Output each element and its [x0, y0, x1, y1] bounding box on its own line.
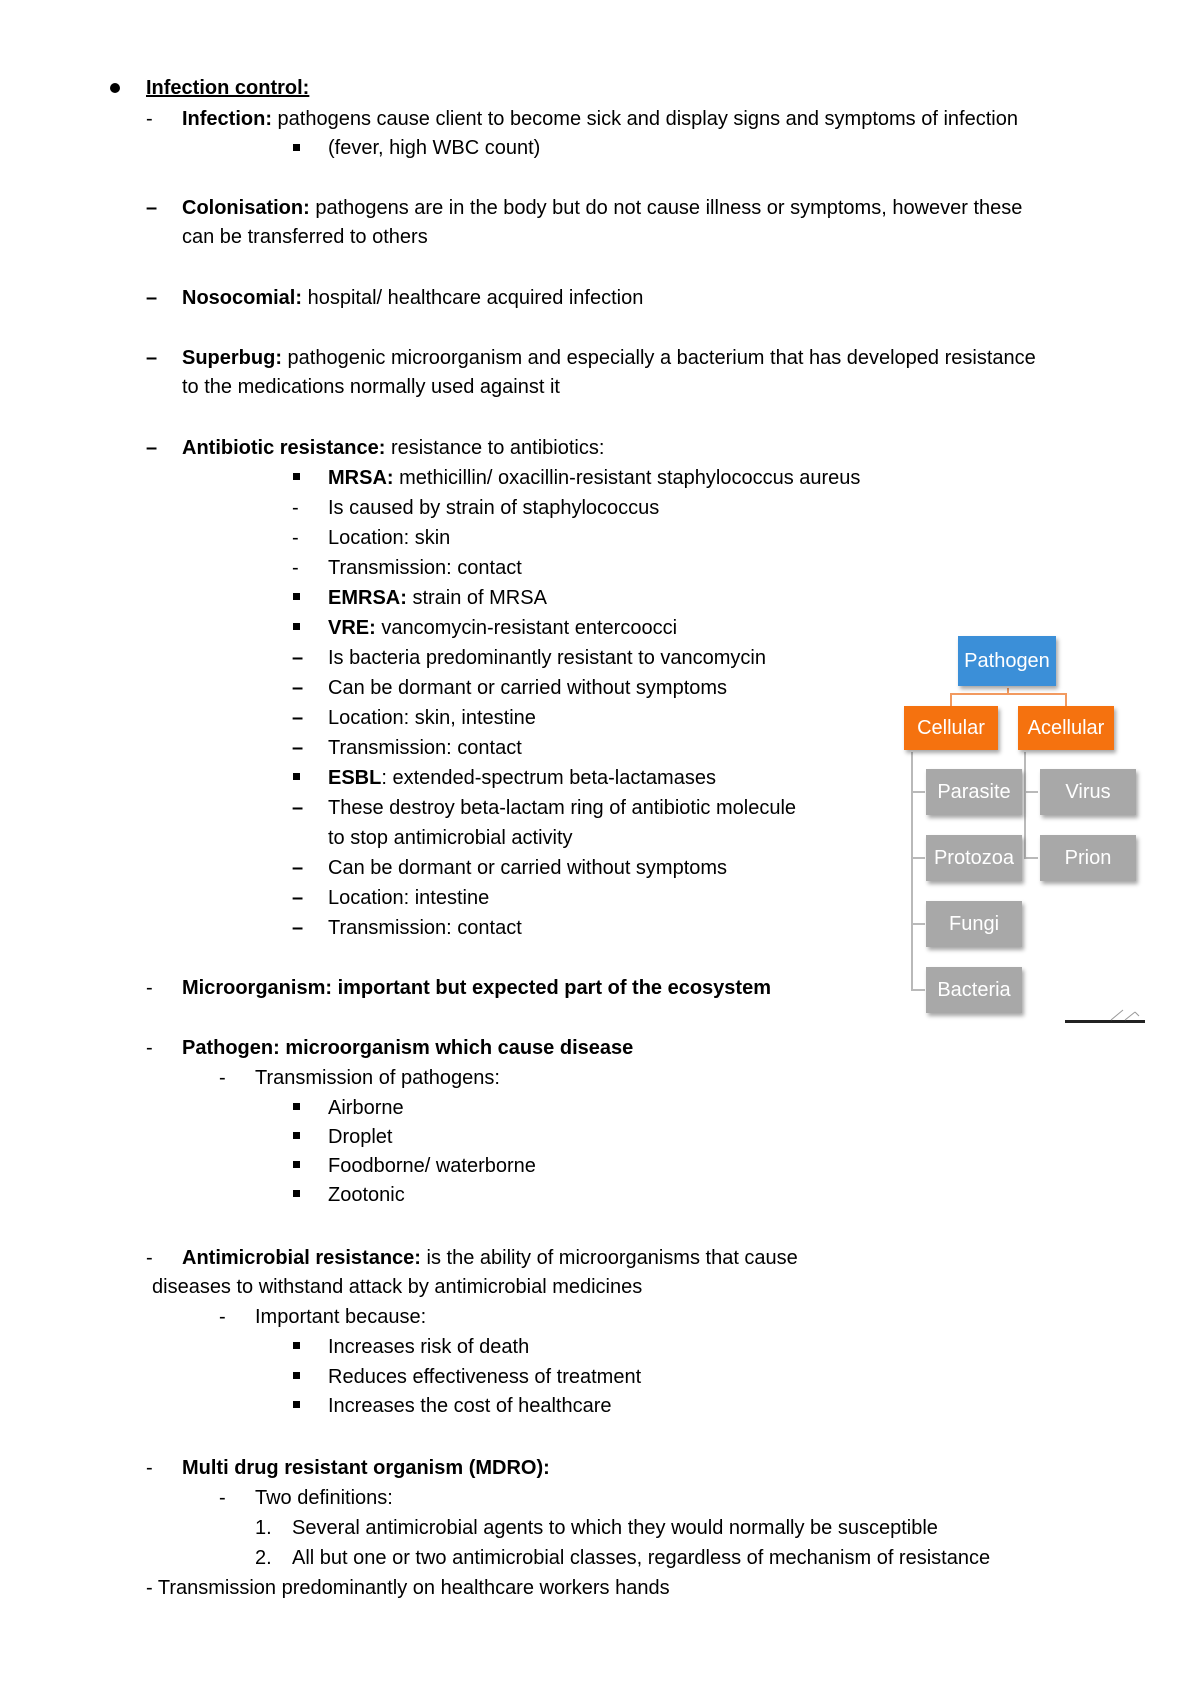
esbl-detail-cont: to stop antimicrobial activity	[328, 827, 573, 849]
esbl-line	[328, 764, 716, 792]
dash-marker: -	[292, 557, 299, 579]
mrsa-detail: Is caused by strain of staphylococcus	[328, 497, 660, 519]
pathogen-line: Pathogen: microorganism which cause disease	[182, 1037, 634, 1059]
diagram-node-parasite: Parasite	[926, 769, 1022, 815]
dash-marker: -	[219, 1487, 226, 1509]
square-bullet	[293, 1190, 300, 1197]
dash-marker: –	[292, 647, 304, 669]
dash-marker: –	[292, 707, 304, 729]
dash-marker: -	[146, 977, 153, 999]
square-bullet	[293, 1161, 300, 1168]
superbug-cont: to the medications normally used against it	[182, 376, 560, 398]
dash-marker: –	[292, 917, 304, 939]
vre-detail: Location: skin, intestine	[328, 707, 536, 729]
colonisation-line	[182, 194, 1022, 222]
esbl-detail: These destroy beta-lactam ring of antibiotic molecule	[328, 797, 797, 819]
dash-marker: –	[292, 887, 304, 909]
connector	[950, 693, 1067, 695]
mrsa-line	[328, 464, 860, 492]
square-bullet	[293, 773, 300, 780]
dash-marker: -	[219, 1067, 226, 1089]
term-colonisation: Colonisation:	[182, 197, 310, 219]
dash-marker: –	[292, 677, 304, 699]
esbl-detail: Can be dormant or carried without symptoms	[328, 857, 728, 879]
dash-marker: –	[146, 437, 158, 459]
def-esbl: : extended-spectrum beta-lactamases	[381, 767, 716, 789]
def-mrsa: methicillin/ oxacillin-resistant staphylococcus aureus	[393, 467, 861, 489]
section-heading: Infection control:	[146, 77, 310, 99]
dash-marker: -	[292, 527, 299, 549]
term-superbug: Superbug:	[182, 347, 282, 369]
vre-detail: Transmission: contact	[328, 737, 522, 759]
diagram-node-fungi: Fungi	[926, 901, 1022, 947]
term-vre: VRE:	[328, 617, 376, 639]
term-mrsa: MRSA:	[328, 467, 394, 489]
amr-item: Increases risk of death	[328, 1336, 530, 1358]
square-bullet	[293, 144, 300, 151]
connector	[950, 693, 952, 706]
def-emrsa: strain of MRSA	[406, 587, 547, 609]
amr-item: Increases the cost of healthcare	[328, 1395, 612, 1417]
def-colonisation: pathogens are in the body but do not cause illness or symptoms, however these	[309, 197, 1023, 219]
diagram-node-virus: Virus	[1040, 769, 1136, 815]
dash-marker: –	[146, 287, 158, 309]
diagram-node-bacteria: Bacteria	[926, 967, 1022, 1013]
microorganism-line: Microorganism: important but expected part of the ecosystem	[182, 977, 771, 999]
def-superbug: pathogenic microorganism and especially a bacterium that has developed resistance	[282, 347, 1036, 369]
term-nosocomial: Nosocomial:	[182, 287, 303, 309]
connector	[1065, 693, 1067, 706]
resize-handle-icon	[1105, 1004, 1141, 1018]
mdro-last: - Transmission predominantly on healthcare workers hands	[146, 1577, 670, 1599]
dash-marker: –	[292, 797, 304, 819]
def-antibiotic: resistance to antibiotics:	[385, 437, 605, 459]
vre-line	[328, 614, 677, 642]
diagram-node-acellular: Acellular	[1018, 706, 1114, 750]
heading-bullet	[110, 83, 120, 93]
mdro-def: Several antimicrobial agents to which they would normally be susceptible	[292, 1517, 938, 1539]
amr-line	[182, 1244, 798, 1272]
transmission-heading: Transmission of pathogens:	[255, 1067, 500, 1089]
nosocomial-line	[182, 284, 643, 312]
square-bullet	[293, 623, 300, 630]
term-infection: Infection:	[182, 108, 272, 130]
term-emrsa: EMRSA:	[328, 587, 407, 609]
diagram-node-cellular: Cellular	[904, 706, 998, 750]
dash-marker: –	[292, 737, 304, 759]
square-bullet	[293, 1342, 300, 1349]
mrsa-detail: Transmission: contact	[328, 557, 522, 579]
amr-cont: diseases to withstand attack by antimicrobial medicines	[152, 1276, 643, 1298]
connector	[1024, 752, 1026, 858]
esbl-detail: Location: intestine	[328, 887, 490, 909]
connector	[911, 857, 925, 859]
term-amr: Antimicrobial resistance:	[182, 1247, 421, 1269]
def-infection: pathogens cause client to become sick and display signs and symptoms of infection	[272, 108, 1018, 130]
dash-marker: -	[146, 1247, 153, 1269]
vre-detail: Can be dormant or carried without symptoms	[328, 677, 728, 699]
mdro-def-number: 2.	[255, 1547, 272, 1569]
connector	[1024, 857, 1038, 859]
connector	[911, 923, 925, 925]
square-bullet	[293, 1401, 300, 1408]
def-vre: vancomycin-resistant entercoocci	[375, 617, 678, 639]
mdro-two: Two definitions:	[255, 1487, 393, 1509]
emrsa-line	[328, 584, 547, 612]
connector	[911, 752, 913, 990]
connector	[1024, 791, 1038, 793]
mrsa-detail: Location: skin	[328, 527, 451, 549]
transmission-item: Airborne	[328, 1097, 404, 1119]
diagram-node-prion: Prion	[1040, 835, 1136, 881]
dash-marker: –	[146, 197, 158, 219]
antibiotic-line	[182, 434, 604, 462]
dash-marker: -	[219, 1306, 226, 1328]
dash-marker: -	[146, 1037, 153, 1059]
dash-marker: -	[146, 108, 153, 130]
transmission-item: Droplet	[328, 1126, 393, 1148]
transmission-item: Zootonic	[328, 1184, 405, 1206]
dash-marker: -	[146, 1457, 153, 1479]
dash-marker: -	[292, 497, 299, 519]
square-bullet	[293, 593, 300, 600]
def-nosocomial: hospital/ healthcare acquired infection	[302, 287, 644, 309]
mdro-def: All but one or two antimicrobial classes, regardless of mechanism of resistance	[292, 1547, 991, 1569]
connector	[911, 791, 925, 793]
term-antibiotic: Antibiotic resistance:	[182, 437, 386, 459]
diagram-node-protozoa: Protozoa	[926, 835, 1022, 881]
dash-marker: –	[292, 857, 304, 879]
colonisation-cont: can be transferred to others	[182, 226, 428, 248]
square-bullet	[293, 1103, 300, 1110]
vre-detail: Is bacteria predominantly resistant to vancomycin	[328, 647, 766, 669]
mdro-line: Multi drug resistant organism (MDRO):	[182, 1457, 550, 1479]
diagram-node-pathogen: Pathogen	[958, 636, 1056, 686]
def-amr: is the ability of microorganisms that cause	[420, 1247, 798, 1269]
transmission-item: Foodborne/ waterborne	[328, 1155, 536, 1177]
square-bullet	[293, 1132, 300, 1139]
term-esbl: ESBL	[328, 767, 382, 789]
square-bullet	[293, 1372, 300, 1379]
amr-item: Reduces effectiveness of treatment	[328, 1366, 642, 1388]
amr-important: Important because:	[255, 1306, 427, 1328]
esbl-detail: Transmission: contact	[328, 917, 522, 939]
mdro-def-number: 1.	[255, 1517, 272, 1539]
infection-sub: (fever, high WBC count)	[328, 137, 541, 159]
dash-marker: –	[146, 347, 158, 369]
square-bullet	[293, 473, 300, 480]
connector	[911, 989, 925, 991]
infection-line	[182, 105, 1018, 133]
superbug-line	[182, 344, 1036, 372]
